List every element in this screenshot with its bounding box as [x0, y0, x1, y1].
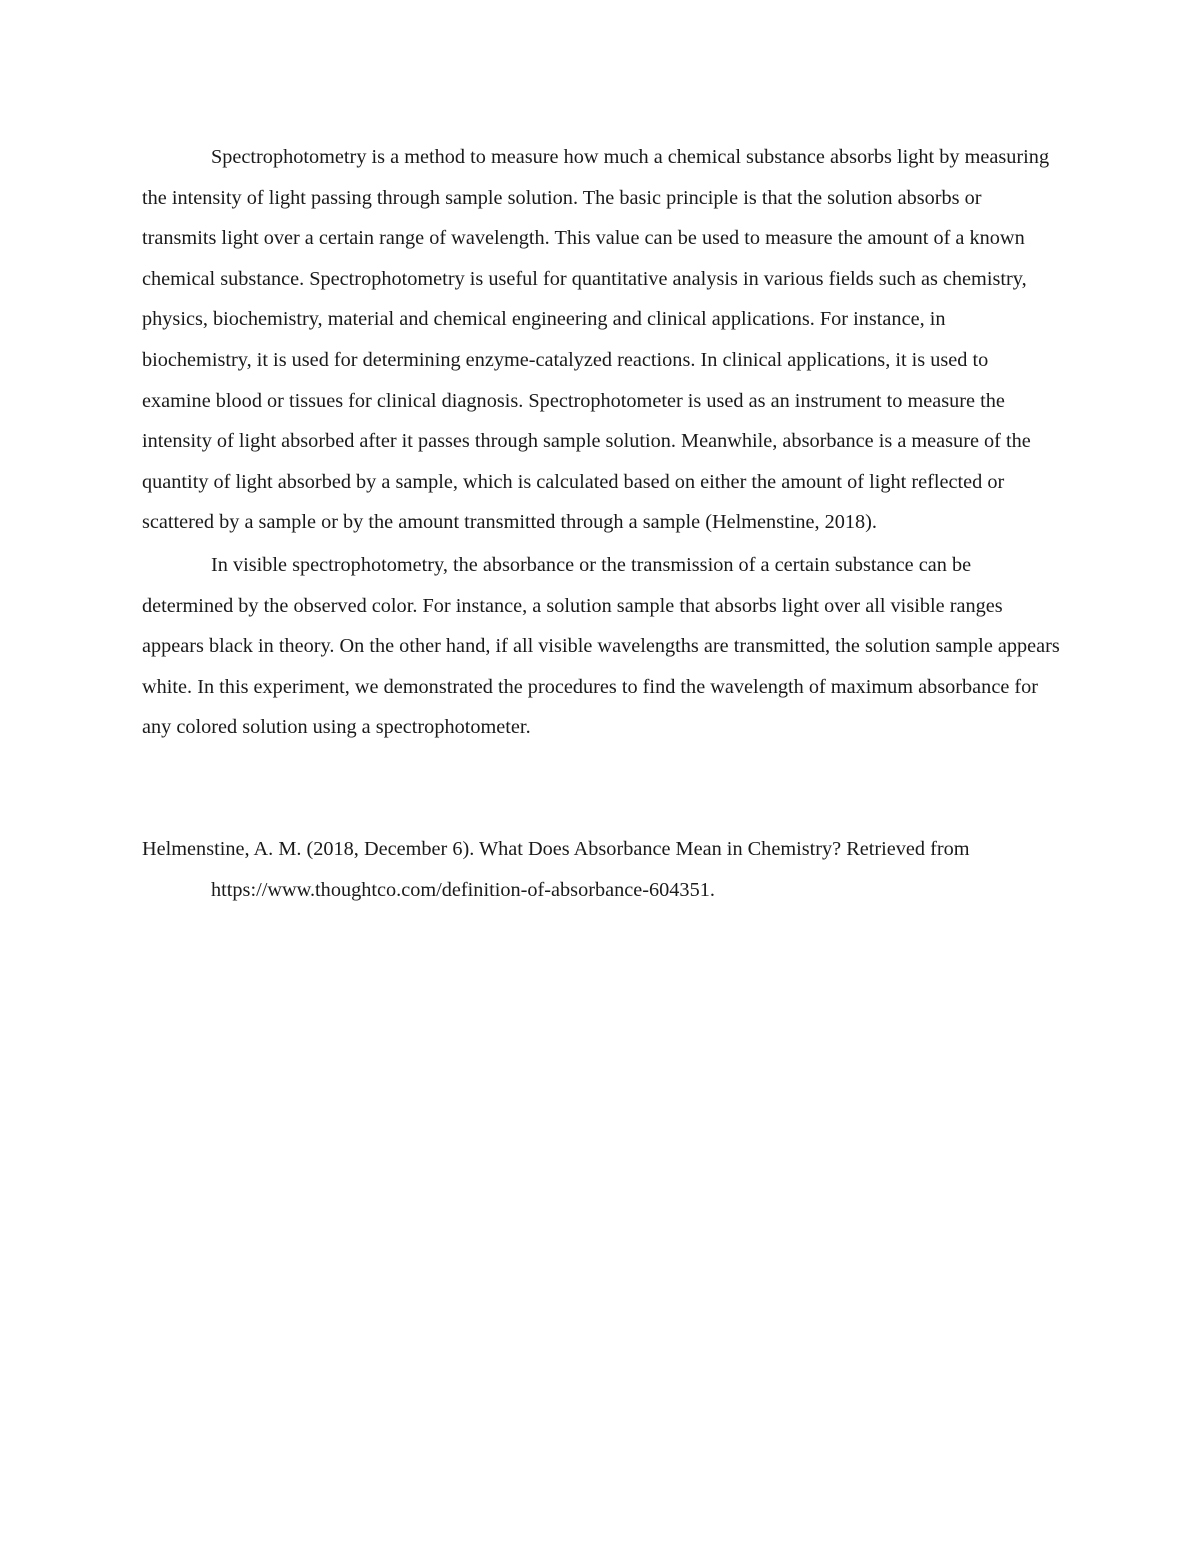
paragraph-visible-spectrophotometry: In visible spectrophotometry, the absorbance or the transmission of a certain substance can be determined by the observed color. For instance, a solution sample that absorbs light over all visible ranges appears black in theory. On the other hand, if all visible wavelengths are transmitted, the solution sample appears white. In this experiment, we demonstrated the procedures to find the wavelength of maximum absorbance for any colored solution using a spectrophotometer. — [142, 553, 1060, 739]
reference-list — [142, 829, 1060, 910]
reference-entry: Helmenstine, A. M. (2018, December 6). What Does Absorbance Mean in Chemistry? Retrieved from https://www.thoughtco.com/definition-of-absorbance-604351. — [142, 837, 970, 901]
paragraph-introduction: Spectrophotometry is a method to measure how much a chemical substance absorbs light by measuring the intensity of light passing through sample solution. The basic principle is that the solution absorbs or transmits light over a certain range of wavelength. This value can be used to measure the amount of a known chemical substance. Spectrophotometry is useful for quantitative analysis in various fields such as chemistry, physics, biochemistry, material and chemical engineering and clinical applications. For instance, in biochemistry, it is used for determining enzyme-catalyzed reactions. In clinical applications, it is used to examine blood or tissues for clinical diagnosis. Spectrophotometer is used as an instrument to measure the intensity of light absorbed after it passes through sample solution. Meanwhile, absorbance is a measure of the quantity of light absorbed by a sample, which is calculated based on either the amount of light reflected or scattered by a sample or by the amount transmitted through a sample (Helmenstine, 2018). — [142, 146, 1050, 534]
document-body — [142, 137, 1060, 910]
